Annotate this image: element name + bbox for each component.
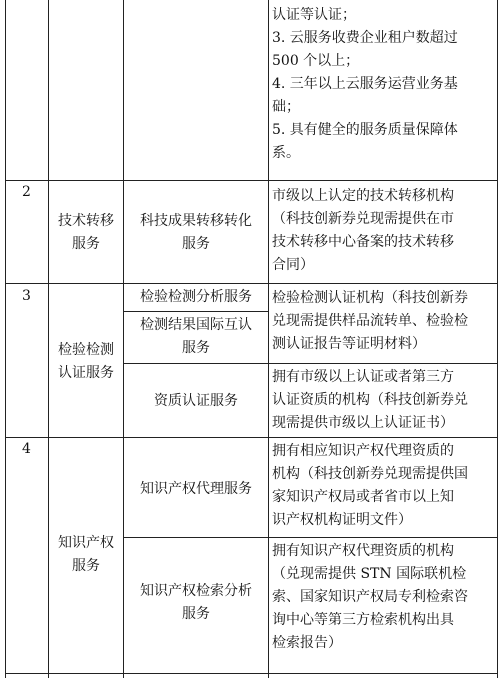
requirement-line: 系。: [272, 145, 300, 161]
category-line: 检验检测: [58, 342, 114, 358]
row4-requirement-b: [272, 540, 496, 655]
row2-number: 2: [22, 184, 31, 200]
requirement-line: 检索报告）: [272, 635, 342, 651]
row4-item-b: [124, 580, 268, 626]
requirement-line: 询中心等第三方检索机构出具: [272, 612, 454, 628]
row4-requirement-a: [272, 440, 496, 532]
row3-requirement-a: [272, 287, 496, 356]
requirement-line: 机构（科技创新券兑现需提供国: [272, 466, 468, 482]
row3-number: 3: [22, 288, 31, 304]
row4-category: [49, 532, 123, 578]
row3-requirement-b: [272, 366, 496, 435]
item-line: 知识产权代理服务: [140, 481, 252, 497]
row2-item: [124, 210, 268, 256]
row2-category: [49, 210, 123, 256]
category-line: 知识产权: [58, 535, 114, 551]
requirement-line: 4. 三年以上云服务运营业务基: [272, 76, 458, 92]
requirement-line: 家知识产权局或者省市以上知: [272, 489, 454, 505]
row2-requirement: [272, 185, 496, 277]
item-line: 检测结果国际互认: [140, 317, 252, 333]
row1-category: [49, 0, 123, 180]
item-line: 检验检测分析服务: [140, 289, 252, 305]
requirement-line: （兑现需提供 STN 国际联机检: [272, 566, 467, 582]
requirement-line: 认证资质的机构（科技创新券兑: [272, 392, 468, 408]
category-line: 服务: [72, 558, 100, 574]
row1-number: [6, 0, 48, 180]
requirement-line: （科技创新券兑现需提供在市: [272, 211, 454, 227]
requirement-line: 拥有相应知识产权代理资质的: [272, 443, 454, 459]
row1-requirement: [272, 4, 496, 165]
requirement-line: 识产权机构证明文件）: [272, 512, 412, 528]
row3-item-a: [124, 286, 268, 309]
category-line: 技术转移: [58, 213, 114, 229]
requirement-line: 技术转移中心备案的技术转移: [272, 234, 454, 250]
requirement-line: 现需提供市级以上认证证书）: [272, 415, 454, 431]
row3-category: [49, 339, 123, 385]
row4-item-a: [124, 478, 268, 501]
item-line: 服务: [182, 236, 210, 252]
row3-item-c: [124, 390, 268, 413]
row3-item-b: [124, 314, 268, 360]
item-line: 知识产权检索分析: [140, 583, 252, 599]
item-line: 服务: [182, 340, 210, 356]
requirement-line: 拥有市级以上认证或者第三方: [272, 369, 454, 385]
requirement-line: 合同）: [272, 257, 314, 273]
requirement-line: 认证等认证；: [272, 7, 356, 23]
requirement-line: 检验检测认证机构（科技创新券: [272, 290, 468, 306]
item-line: 科技成果转移转化: [140, 213, 252, 229]
category-line: 服务: [72, 236, 100, 252]
requirement-line: 兑现需提供样品流转单、检验检: [272, 313, 468, 329]
requirement-line: 5. 具有健全的服务质量保障体: [272, 122, 458, 138]
row4-number: 4: [22, 441, 31, 457]
requirement-line: 市级以上认定的技术转移机构: [272, 188, 454, 204]
item-line: 服务: [182, 606, 210, 622]
requirement-line: 拥有知识产权代理资质的机构: [272, 543, 454, 559]
requirement-line: 500 个以上；: [272, 53, 360, 69]
item-line: 资质认证服务: [154, 393, 238, 409]
requirement-line: 索、国家知识产权局专利检索咨: [272, 589, 468, 605]
requirement-line: 础；: [272, 99, 300, 115]
category-line: 认证服务: [58, 365, 114, 381]
requirement-line: 测认证报告等证明材料）: [272, 336, 426, 352]
row1-item: [124, 0, 268, 180]
requirement-line: 3. 云服务收费企业租户数超过: [272, 30, 458, 46]
